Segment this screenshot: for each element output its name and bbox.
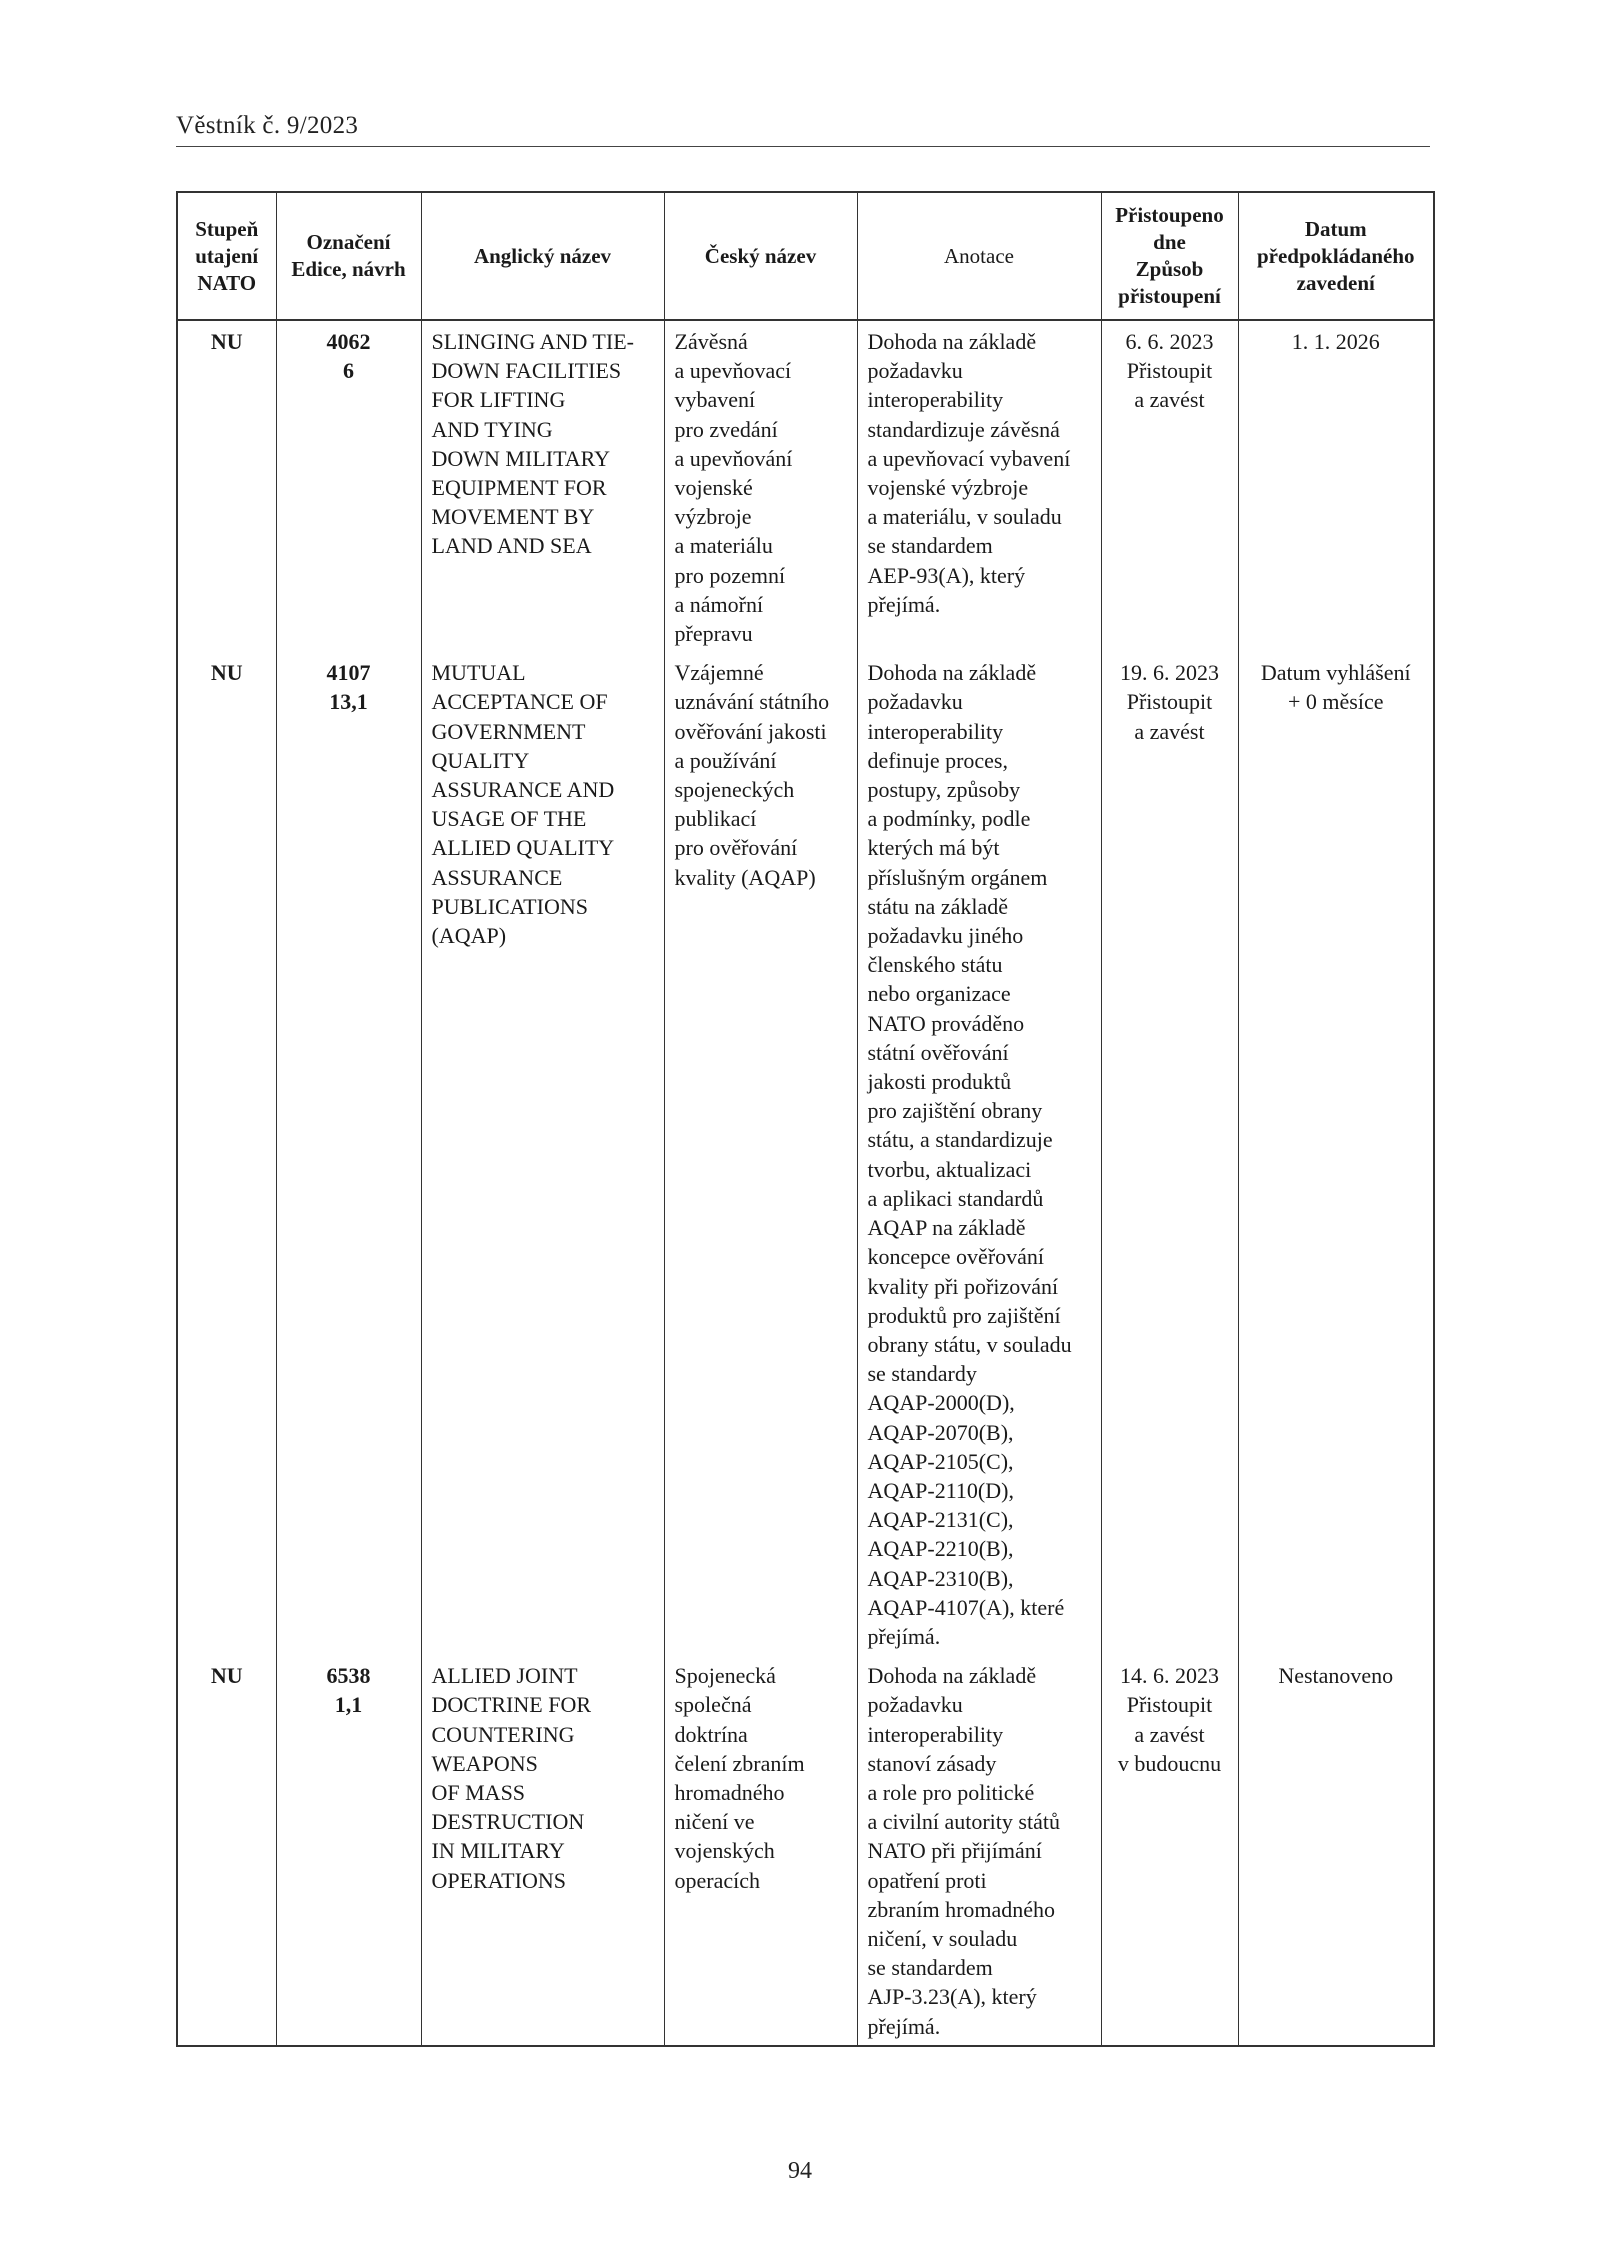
- text-line: uznávání státního: [674, 689, 830, 715]
- text-line: a používání: [674, 747, 777, 773]
- text-line: Nestanoveno: [1278, 1663, 1394, 1689]
- text-line: interoperability: [867, 1721, 1004, 1747]
- text-line: ASSURANCE AND: [431, 777, 615, 803]
- text-line: COUNTERING: [431, 1721, 575, 1747]
- text-line: Vzájemné: [674, 660, 764, 686]
- table-header-row: [177, 192, 1434, 320]
- text-line: LAND AND SEA: [431, 533, 592, 559]
- text-line: Datum: [1304, 216, 1367, 241]
- text-line: přepravu: [674, 621, 753, 647]
- cell-annotation: [857, 652, 1101, 1655]
- header-divider: [176, 146, 1430, 147]
- text-line: NATO při přijímání: [867, 1838, 1042, 1864]
- text-line: AQAP-2110(D),: [867, 1477, 1014, 1503]
- text-line: výzbroje: [674, 504, 752, 530]
- col-header-date: [1238, 192, 1434, 320]
- cell-czech-title: [664, 320, 857, 652]
- cell-english-title: [421, 652, 664, 1655]
- text-line: Spojenecká: [674, 1663, 776, 1689]
- text-line: tvorbu, aktualizaci: [867, 1156, 1032, 1182]
- text-line: AQAP-2131(C),: [867, 1507, 1014, 1533]
- text-line: se standardem: [867, 533, 993, 559]
- text-line: operacích: [674, 1867, 760, 1893]
- cell-introduction-date: [1238, 1655, 1434, 2046]
- text-line: a materiálu: [674, 533, 773, 559]
- text-line: jakosti produktů: [867, 1069, 1012, 1095]
- text-line: kterých má být: [867, 835, 1000, 861]
- cell-accession: [1101, 1655, 1238, 2046]
- text-line: společná: [674, 1692, 752, 1718]
- cell-english-title: [421, 320, 664, 652]
- text-line: AJP-3.23(A), který: [867, 1984, 1037, 2010]
- text-line: definuje proces,: [867, 747, 1008, 773]
- text-line: ničení ve: [674, 1809, 755, 1835]
- text-line: opatření proti: [867, 1867, 987, 1893]
- text-line: 13,1: [329, 689, 368, 715]
- text-line: spojeneckých: [674, 777, 795, 803]
- text-line: interoperability: [867, 718, 1004, 744]
- text-line: se standardy: [867, 1361, 977, 1387]
- text-line: Způsob: [1135, 257, 1204, 281]
- text-line: ACCEPTANCE OF: [431, 689, 608, 715]
- text-line: SLINGING AND TIE-: [431, 329, 634, 354]
- text-line: zbraním hromadného: [867, 1896, 1056, 1922]
- text-line: 6: [343, 358, 354, 384]
- text-line: v budoucnu: [1117, 1750, 1222, 1776]
- text-line: Přistoupit: [1126, 689, 1213, 715]
- cell-edition: [276, 652, 421, 1655]
- text-line: Anotace: [944, 243, 1014, 268]
- text-line: přejímá.: [867, 2013, 941, 2039]
- text-line: ALLIED QUALITY: [431, 835, 615, 861]
- text-line: požadavku: [867, 689, 963, 715]
- text-line: a materiálu, v souladu: [867, 504, 1062, 530]
- table-body: [177, 320, 1434, 2046]
- cell-edition: [276, 1655, 421, 2046]
- standards-table: [176, 191, 1435, 2047]
- text-line: AQAP na základě: [867, 1215, 1026, 1241]
- text-line: a zavést: [1134, 1721, 1205, 1747]
- text-line: ničení, v souladu: [867, 1925, 1018, 1951]
- text-line: pro zvedání: [674, 416, 778, 442]
- text-line: Závěsná: [674, 329, 748, 354]
- text-line: 6538: [326, 1663, 371, 1689]
- cell-edition: [276, 320, 421, 652]
- col-header-edition: [276, 192, 421, 320]
- text-line: AQAP-2070(B),: [867, 1419, 1014, 1445]
- text-line: přejímá.: [867, 591, 941, 617]
- text-line: 1,1: [334, 1692, 363, 1718]
- text-line: 4062: [326, 329, 371, 354]
- text-line: AEP-93(A), který: [867, 562, 1026, 588]
- text-line: interoperability: [867, 387, 1004, 413]
- text-line: 19. 6. 2023: [1120, 660, 1219, 686]
- page-number: 94: [788, 2158, 812, 2184]
- text-line: pro zajištění obrany: [867, 1098, 1043, 1124]
- text-line: požadavku jiného: [867, 923, 1024, 949]
- text-line: přistoupení: [1118, 284, 1221, 308]
- text-line: Přistoupeno: [1115, 203, 1224, 227]
- cell-introduction-date: [1238, 652, 1434, 1655]
- text-line: AQAP-2210(B),: [867, 1536, 1014, 1562]
- col-header-english: [421, 192, 664, 320]
- page-header-title: Věstník č. 9/2023: [176, 112, 359, 139]
- text-line: státní ověřování: [867, 1039, 1009, 1065]
- text-line: OPERATIONS: [431, 1867, 566, 1893]
- text-line: AQAP-2310(B),: [867, 1565, 1014, 1591]
- text-line: utajení: [195, 243, 259, 268]
- text-line: DOWN MILITARY: [431, 445, 610, 471]
- text-line: Dohoda na základě: [867, 1663, 1037, 1689]
- text-line: AQAP-4107(A), které: [867, 1594, 1065, 1620]
- cell-introduction-date: [1238, 320, 1434, 652]
- text-line: DOCTRINE FOR: [431, 1692, 592, 1718]
- cell-accession: [1101, 652, 1238, 1655]
- table-row: [177, 320, 1434, 652]
- text-line: 6. 6. 2023: [1125, 329, 1214, 354]
- col-header-czech: [664, 192, 857, 320]
- cell-level: NU: [177, 1655, 276, 2046]
- text-line: se standardem: [867, 1955, 993, 1981]
- text-line: a zavést: [1134, 387, 1205, 413]
- text-line: QUALITY: [431, 747, 530, 773]
- text-line: OF MASS: [431, 1779, 526, 1805]
- cell-annotation: [857, 1655, 1101, 2046]
- col-header-level: [177, 192, 276, 320]
- text-line: 14. 6. 2023: [1120, 1663, 1219, 1689]
- cell-annotation: [857, 320, 1101, 652]
- text-line: státu, a standardizuje: [867, 1127, 1053, 1153]
- text-line: Přistoupit: [1126, 1692, 1213, 1718]
- text-line: PUBLICATIONS: [431, 893, 588, 919]
- text-line: a civilní autority států: [867, 1809, 1060, 1835]
- text-line: dne: [1153, 230, 1186, 254]
- text-line: stanoví zásady: [867, 1750, 997, 1776]
- text-line: DESTRUCTION: [431, 1809, 585, 1835]
- text-line: 4107: [326, 660, 371, 686]
- text-line: Přistoupit: [1126, 358, 1213, 384]
- text-line: a upevňování: [674, 445, 793, 471]
- text-line: postupy, způsoby: [867, 777, 1021, 803]
- cell-level: NU: [177, 652, 276, 1655]
- text-line: Český název: [704, 243, 817, 268]
- cell-czech-title: [664, 652, 857, 1655]
- text-line: ASSURANCE: [431, 864, 563, 890]
- text-line: IN MILITARY: [431, 1838, 565, 1864]
- text-line: hromadného: [674, 1779, 785, 1805]
- text-line: Anglický název: [473, 243, 612, 268]
- text-line: Stupeň: [195, 216, 259, 241]
- text-line: AND TYING: [431, 416, 553, 442]
- text-line: + 0 měsíce: [1288, 689, 1384, 715]
- cell-accession: [1101, 320, 1238, 652]
- text-line: čelení zbraním: [674, 1750, 805, 1776]
- col-header-accession: [1101, 192, 1238, 320]
- table-row: [177, 1655, 1434, 2046]
- text-line: Dohoda na základě: [867, 329, 1037, 354]
- text-line: požadavku: [867, 1692, 963, 1718]
- text-line: NATO prováděno: [867, 1010, 1025, 1036]
- cell-czech-title: [664, 1655, 857, 2046]
- text-line: a aplikaci standardů: [867, 1185, 1044, 1211]
- text-line: MUTUAL: [431, 660, 526, 686]
- text-line: kvality (AQAP): [674, 864, 816, 890]
- text-line: a upevňovací: [674, 358, 792, 384]
- text-line: požadavku: [867, 358, 963, 384]
- text-line: standardizuje závěsná: [867, 416, 1060, 442]
- text-line: ALLIED JOINT: [431, 1663, 578, 1689]
- text-line: a námořní: [674, 591, 764, 617]
- text-line: přejímá.: [867, 1623, 941, 1649]
- text-line: NATO: [197, 270, 257, 295]
- text-line: vybavení: [674, 387, 756, 413]
- text-line: obrany státu, v souladu: [867, 1331, 1072, 1357]
- text-line: koncepce ověřování: [867, 1244, 1045, 1270]
- text-line: Edice, návrh: [291, 257, 406, 281]
- text-line: pro pozemní: [674, 562, 786, 588]
- cell-english-title: [421, 1655, 664, 2046]
- text-line: a upevňovací vybavení: [867, 445, 1071, 471]
- text-line: Datum vyhlášení: [1260, 660, 1411, 686]
- text-line: MOVEMENT BY: [431, 504, 595, 530]
- text-line: vojenské výzbroje: [867, 475, 1029, 501]
- text-line: publikací: [674, 806, 757, 832]
- text-line: zavedení: [1296, 270, 1375, 295]
- text-line: pro ověřování: [674, 835, 798, 861]
- text-line: DOWN FACILITIES: [431, 358, 622, 384]
- text-line: produktů pro zajištění: [867, 1302, 1061, 1328]
- text-line: a zavést: [1134, 718, 1205, 744]
- text-line: příslušným orgánem: [867, 864, 1048, 890]
- text-line: a podmínky, podle: [867, 806, 1031, 832]
- text-line: nebo organizace: [867, 981, 1011, 1007]
- text-line: a role pro politické: [867, 1779, 1035, 1805]
- text-line: členského státu: [867, 952, 1003, 978]
- cell-level: NU: [177, 320, 276, 652]
- text-line: státu na základě: [867, 893, 1008, 919]
- col-header-annotation: [857, 192, 1101, 320]
- text-line: EQUIPMENT FOR: [431, 475, 607, 501]
- text-line: AQAP-2105(C),: [867, 1448, 1014, 1474]
- text-line: GOVERNMENT: [431, 718, 586, 744]
- text-line: vojenské: [674, 475, 753, 501]
- text-line: ověřování jakosti: [674, 718, 827, 744]
- table-row: [177, 652, 1434, 1655]
- text-line: WEAPONS: [431, 1750, 538, 1776]
- text-line: doktrína: [674, 1721, 748, 1747]
- text-line: Označení: [306, 230, 391, 254]
- text-line: AQAP-2000(D),: [867, 1390, 1015, 1416]
- text-line: Dohoda na základě: [867, 660, 1037, 686]
- text-line: FOR LIFTING: [431, 387, 566, 413]
- text-line: 1. 1. 2026: [1291, 329, 1380, 354]
- text-line: (AQAP): [431, 923, 507, 949]
- text-line: USAGE OF THE: [431, 806, 587, 832]
- text-line: kvality při pořizování: [867, 1273, 1059, 1299]
- text-line: předpokládaného: [1256, 243, 1415, 268]
- text-line: vojenských: [674, 1838, 775, 1864]
